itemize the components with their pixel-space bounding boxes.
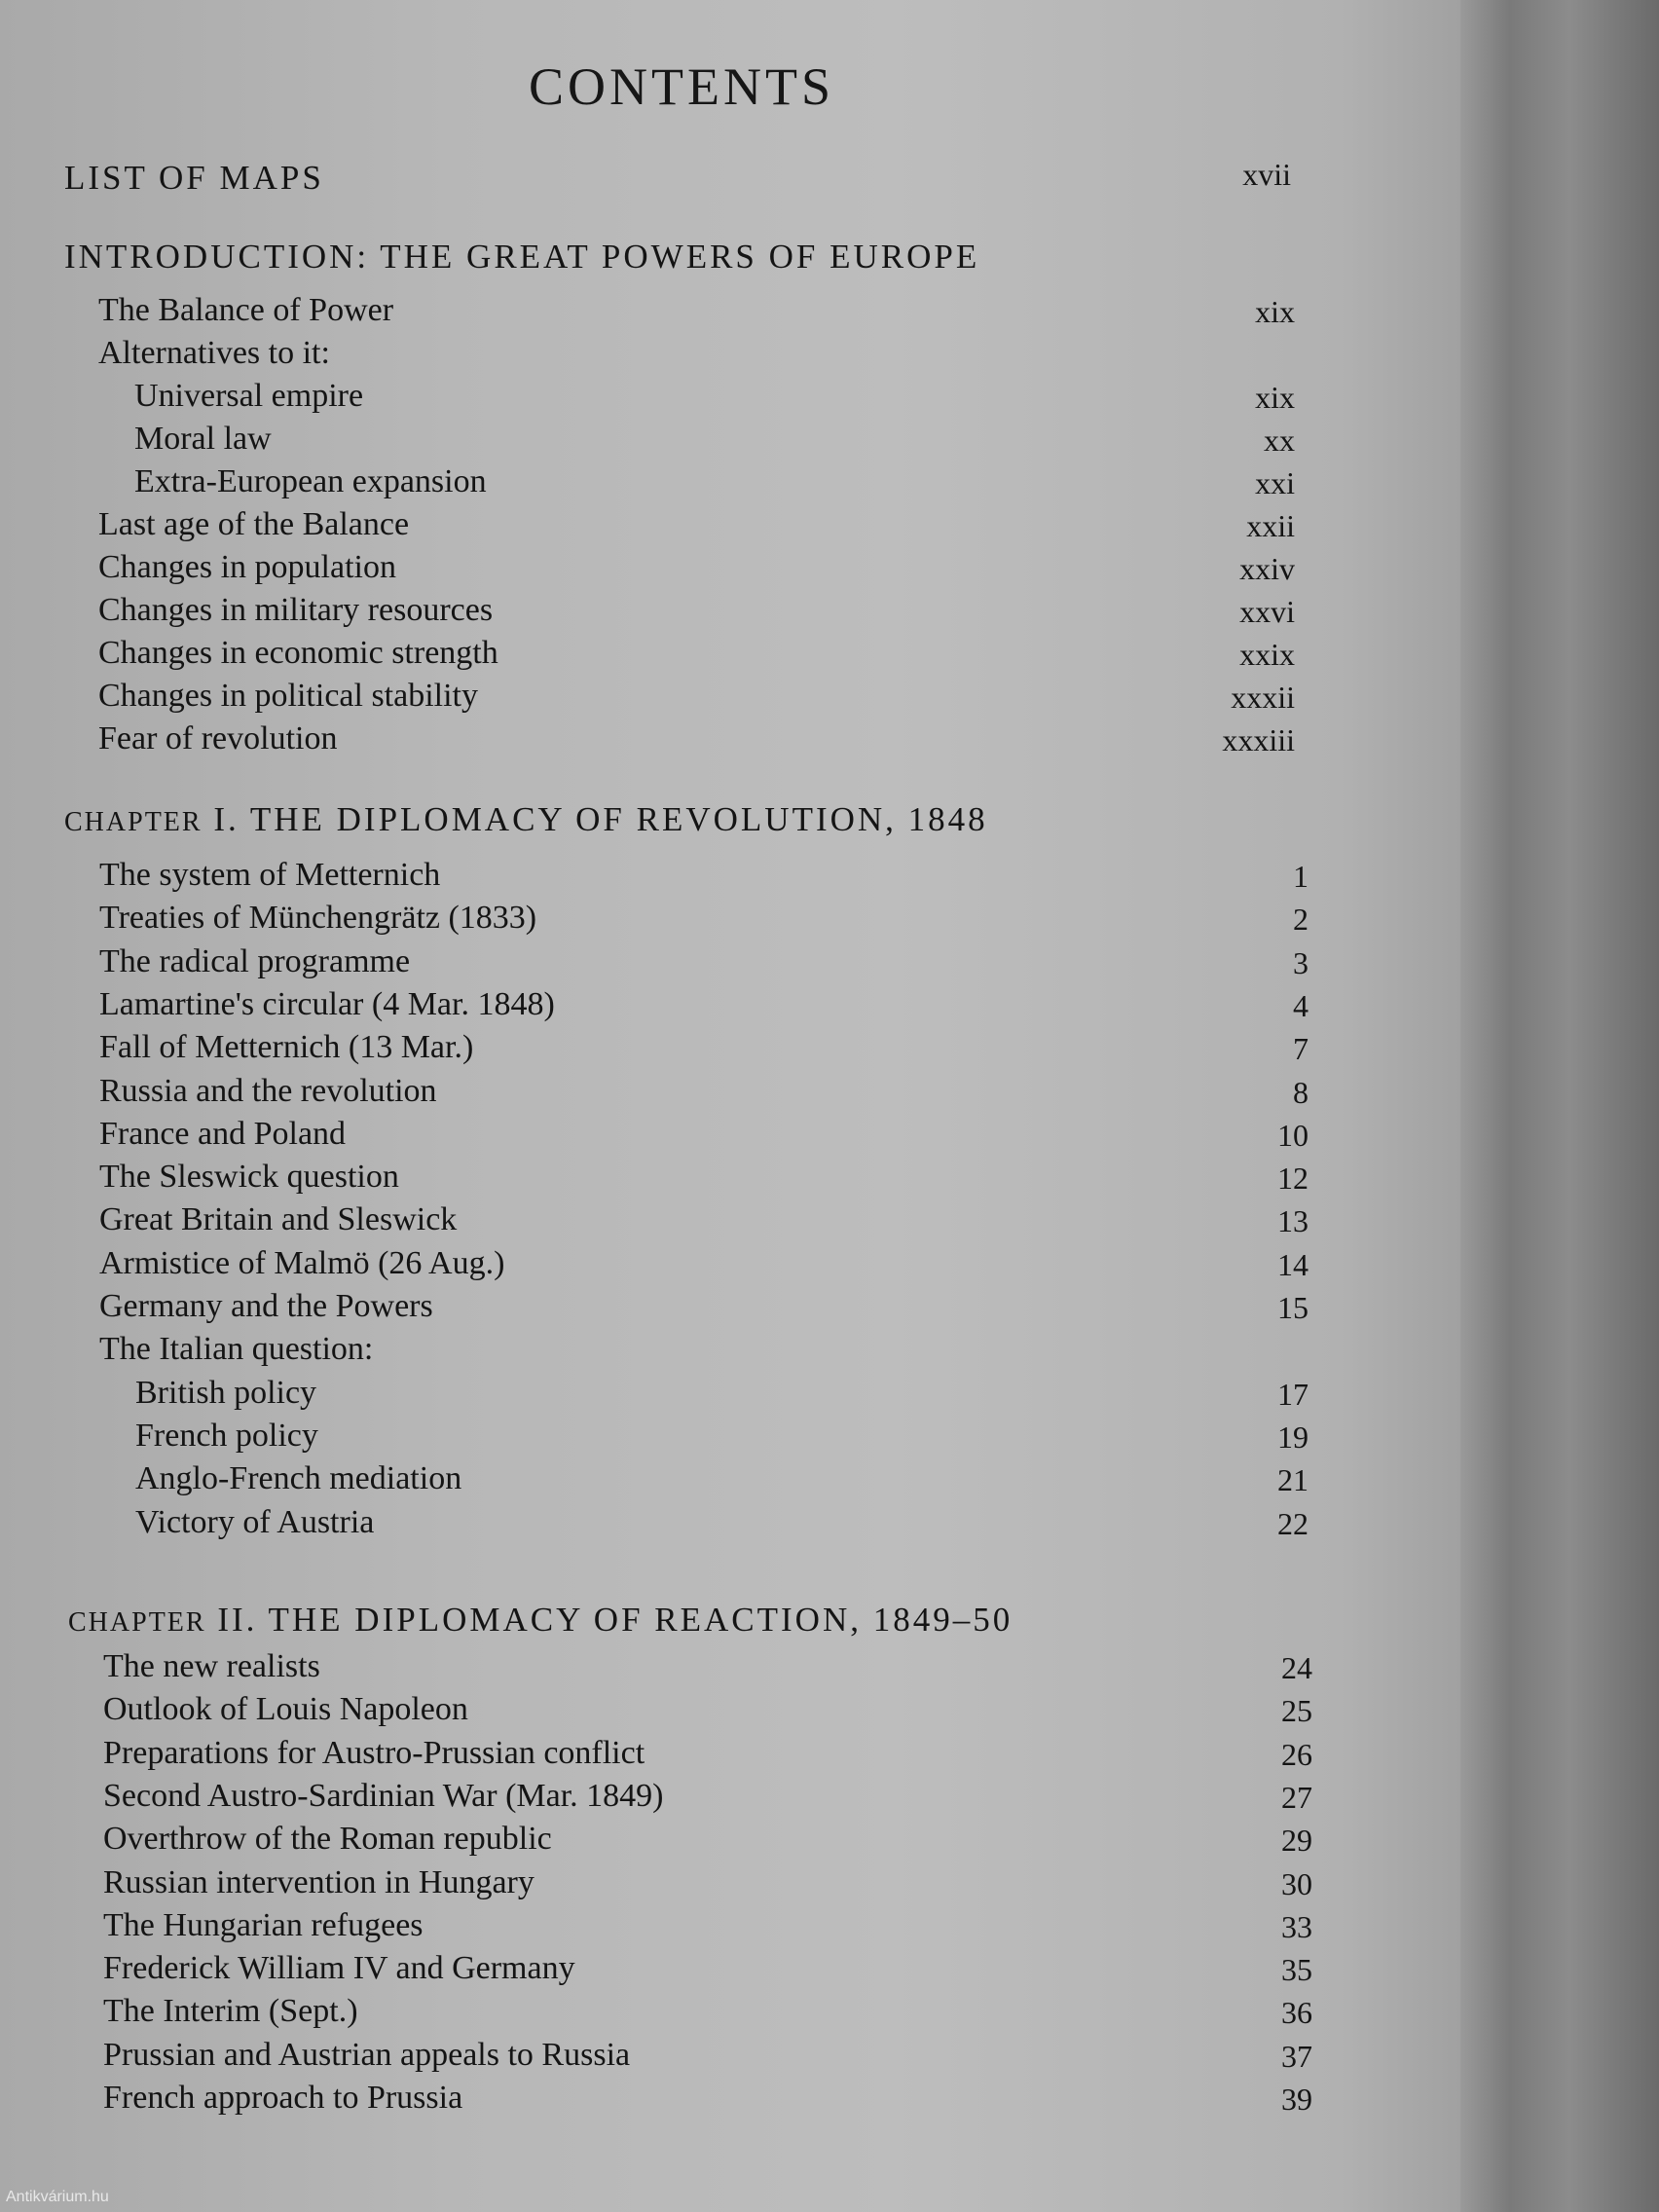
toc-entry-label: Extra-European expansion: [134, 463, 487, 499]
toc-entry-label: The Balance of Power: [98, 292, 394, 328]
page-title: CONTENTS: [529, 57, 834, 116]
toc-entry-page: 39: [1281, 2082, 1312, 2117]
toc-entry-label: Anglo-French mediation: [135, 1460, 462, 1497]
toc-entry-page: 19: [1277, 1419, 1309, 1455]
toc-entry-label: Changes in population: [98, 549, 396, 585]
toc-entry-page: xxi: [1255, 465, 1295, 500]
chapter-1-title: I. THE DIPLOMACY OF REVOLUTION, 1848: [213, 800, 988, 838]
toc-entry-page: 15: [1277, 1290, 1309, 1325]
toc-entry-page: xix: [1255, 380, 1295, 415]
toc-entry-label: Moral law: [134, 421, 272, 457]
toc-entry-page: 8: [1293, 1074, 1309, 1110]
toc-entry-page: 21: [1277, 1462, 1309, 1498]
toc-entry-page: 30: [1281, 1865, 1312, 1901]
toc-entry-label: French approach to Prussia: [103, 2080, 463, 2116]
introduction-heading: INTRODUCTION: THE GREAT POWERS OF EUROPE: [64, 238, 980, 276]
toc-entry-label: Germany and the Powers: [99, 1288, 433, 1324]
book-binding: [1460, 0, 1659, 2212]
toc-entry-label: The system of Metternich: [99, 857, 441, 893]
toc-entry-label: Last age of the Balance: [98, 506, 410, 542]
toc-entry-page: 33: [1281, 1908, 1312, 1944]
toc-entry-page: 27: [1281, 1779, 1312, 1815]
chapter-2-prefix: CHAPTER: [68, 1607, 206, 1638]
toc-entry-page: 2: [1293, 902, 1309, 938]
toc-entry-page: 29: [1281, 1823, 1312, 1859]
toc-entry-page: 24: [1281, 1650, 1312, 1685]
toc-entry-label: Armistice of Malmö (26 Aug.): [99, 1244, 505, 1281]
toc-entry-label: The Interim (Sept.): [103, 1993, 358, 2030]
toc-entry-page: xxxiii: [1222, 722, 1295, 757]
toc-entry-label: Russian intervention in Hungary: [103, 1863, 535, 1900]
toc-entry-page: 35: [1281, 1952, 1312, 1988]
chapter-2-heading: [68, 1601, 1013, 1640]
toc-entry-page: xxii: [1246, 508, 1295, 543]
toc-entry-label: British policy: [135, 1374, 317, 1411]
toc-entry-page: 12: [1277, 1161, 1309, 1197]
toc-entry-page: 13: [1277, 1203, 1309, 1239]
toc-entry-page: 17: [1277, 1376, 1309, 1412]
toc-entry-label: Outlook of Louis Napoleon: [103, 1691, 468, 1728]
toc-entry-page: 14: [1277, 1246, 1309, 1282]
toc-entry-label: Fall of Metternich (13 Mar.): [99, 1029, 474, 1066]
toc-entry-label: Fear of revolution: [98, 720, 338, 756]
toc-entry-label: The new realists: [103, 1648, 320, 1684]
chapter-1-heading: [64, 800, 988, 839]
toc-entry-page: 37: [1281, 2038, 1312, 2074]
toc-entry-label: Great Britain and Sleswick: [99, 1201, 458, 1238]
toc-entry-label: Prussian and Austrian appeals to Russia: [103, 2036, 631, 2073]
toc-entry-label: Frederick William IV and Germany: [103, 1950, 575, 1987]
toc-entry-page: xxix: [1239, 637, 1295, 672]
toc-entry-page: 26: [1281, 1736, 1312, 1772]
toc-entry-label: Second Austro-Sardinian War (Mar. 1849): [103, 1777, 664, 1814]
toc-entry-label: Universal empire: [134, 378, 364, 414]
toc-entry-label: Changes in military resources: [98, 592, 494, 628]
toc-entry-label: Overthrow of the Roman republic: [103, 1821, 552, 1858]
toc-entry-label: Alternatives to it:: [98, 335, 330, 371]
toc-entry-page: xxvi: [1239, 594, 1295, 629]
toc-entry-label: The radical programme: [99, 942, 411, 979]
toc-entry-label: Russia and the revolution: [99, 1072, 437, 1109]
toc-entry-page: xix: [1255, 294, 1295, 329]
watermark: Antikvárium.hu: [6, 2189, 109, 2205]
toc-entry-label: France and Poland: [99, 1115, 347, 1152]
toc-entry-page: 36: [1281, 1995, 1312, 2031]
toc-entry-page: 1: [1293, 859, 1309, 894]
toc-entry-page: 3: [1293, 944, 1309, 980]
toc-entry-page: xx: [1264, 423, 1295, 458]
toc-entry-label: Victory of Austria: [135, 1503, 375, 1540]
toc-entry-label: The Sleswick question: [99, 1159, 399, 1196]
toc-entry-label: French policy: [135, 1417, 318, 1454]
toc-entry-page: xxxii: [1231, 680, 1295, 715]
toc-entry-page: xxiv: [1239, 551, 1295, 586]
toc-entry-page: 22: [1277, 1505, 1309, 1541]
toc-entry-label: The Italian question:: [99, 1331, 374, 1368]
toc-entry-label: The Hungarian refugees: [103, 1906, 424, 1943]
toc-entry-label: Treaties of Münchengrätz (1833): [99, 900, 537, 937]
toc-entry-page: 7: [1293, 1031, 1309, 1067]
chapter-2-title: II. THE DIPLOMACY OF REACTION, 1849–50: [217, 1601, 1014, 1639]
toc-entry-page: 25: [1281, 1693, 1312, 1729]
toc-entry-label: Changes in economic strength: [98, 635, 498, 671]
list-of-maps-page: xvii: [1242, 157, 1291, 192]
toc-entry-label: Preparations for Austro-Prussian conflict: [103, 1734, 645, 1771]
toc-entry-page: 4: [1293, 987, 1309, 1023]
list-of-maps-heading: LIST OF MAPS: [64, 159, 324, 197]
toc-entry-label: Changes in political stability: [98, 678, 479, 714]
chapter-1-prefix: CHAPTER: [64, 807, 203, 837]
toc-entry-page: 10: [1277, 1117, 1309, 1153]
toc-entry-label: Lamartine's circular (4 Mar. 1848): [99, 985, 555, 1022]
